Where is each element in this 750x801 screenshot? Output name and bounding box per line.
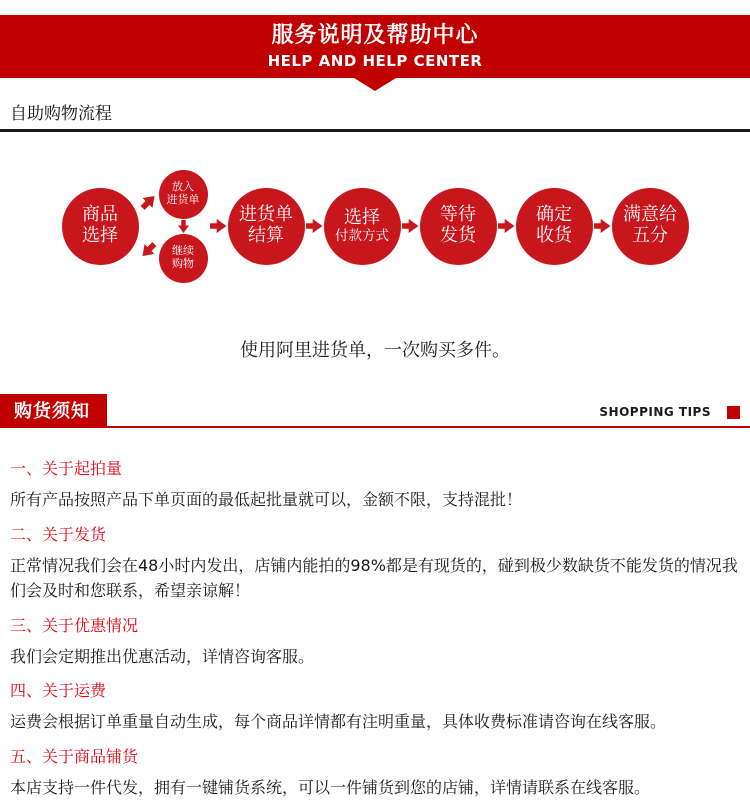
flow-step-label: 收货 [536, 225, 572, 246]
arrow-right-icon [210, 219, 227, 233]
branch-steps [159, 170, 208, 283]
flow-step-label: 进货单 [166, 193, 200, 206]
flow-section-title: 自助购物流程 [10, 104, 112, 124]
flow-caption: 使用阿里进货单，一次购买多件。 [240, 340, 510, 361]
note-heading: 二、关于发货 [10, 524, 107, 544]
page-title: 服务说明及帮助中心 [271, 23, 479, 49]
header-banner [0, 15, 750, 78]
arrow-right-icon [498, 219, 515, 233]
flow-step-confirm-receipt [516, 188, 593, 265]
flow-step-select-product [62, 188, 139, 265]
flow-step-choose-payment [324, 188, 401, 265]
note-body: 运费会根据订单重量自动生成，每个商品详情都有注明重量，具体收费标准请咨询在线客服。 [10, 712, 667, 732]
flow-step-label: 发货 [440, 225, 476, 246]
tips-title: 购货须知 [0, 394, 107, 426]
flow-step-add-to-purchase-list [159, 170, 208, 219]
arrow-up-right-icon [137, 191, 159, 213]
flow-step-label: 选择 [344, 206, 380, 228]
note-body: 所有产品按照产品下单页面的最低起批量就可以，金额不限，支持混批！ [10, 490, 523, 509]
flow-step-label: 选择 [82, 225, 118, 246]
arrow-down-icon [178, 220, 189, 233]
flow-step-label: 继续 [172, 244, 194, 258]
flow-step-label: 结算 [248, 225, 284, 246]
flow-step-continue-shopping [159, 234, 208, 283]
flow-step-label: 付款方式 [335, 227, 389, 244]
note-heading: 五、关于商品铺货 [10, 746, 139, 766]
arrow-right-icon [306, 219, 323, 233]
arrow-right-icon [402, 219, 419, 233]
branch-arrows [140, 195, 157, 257]
flow-step-label: 进货单 [239, 204, 293, 226]
section-divider [0, 129, 750, 132]
flow-step-label: 满意给 [623, 204, 677, 226]
red-square-icon [727, 406, 740, 419]
banner-pointer-triangle [354, 78, 396, 91]
note-body: 我们会定期推出优惠活动，详情咨询客服。 [10, 646, 315, 666]
flow-step-label: 购物 [172, 257, 194, 270]
flow-step-label: 等待 [440, 204, 476, 226]
arrow-down-left-icon [137, 239, 159, 261]
note-heading: 四、关于运费 [10, 681, 107, 701]
page-subtitle: HELP AND HELP CENTER [267, 51, 483, 70]
flow-step-label: 确定 [536, 204, 572, 226]
note-heading: 一、关于起拍量 [10, 459, 123, 478]
arrow-right-icon [594, 219, 611, 233]
flow-step-label: 放入 [172, 180, 194, 194]
flow-step-checkout [228, 188, 305, 265]
flow-step-label: 五分 [632, 225, 668, 246]
tips-subtitle: SHOPPING TIPS [599, 405, 711, 419]
flow-step-wait-shipping [420, 188, 497, 265]
tips-right-group [599, 405, 740, 419]
top-spacer [0, 0, 750, 15]
note-body: 本店支持一件代发，拥有一键铺货系统，可以一件铺货到您的店铺，详情请联系在线客服。 [10, 777, 651, 797]
shopping-tips-banner [0, 394, 750, 428]
flow-step-label: 商品 [82, 204, 118, 226]
purchase-notes [0, 428, 750, 801]
note-heading: 三、关于优惠情况 [10, 615, 139, 635]
note-body: 正常情况我们会在48小时内发出，店铺内能拍的98%都是有现货的，碰到极少数缺货不能发货的情况我们会及时和您联系，希望亲谅解！ [10, 555, 738, 601]
flow-step-five-star-rating [612, 188, 689, 265]
shopping-flow-diagram [0, 140, 750, 312]
